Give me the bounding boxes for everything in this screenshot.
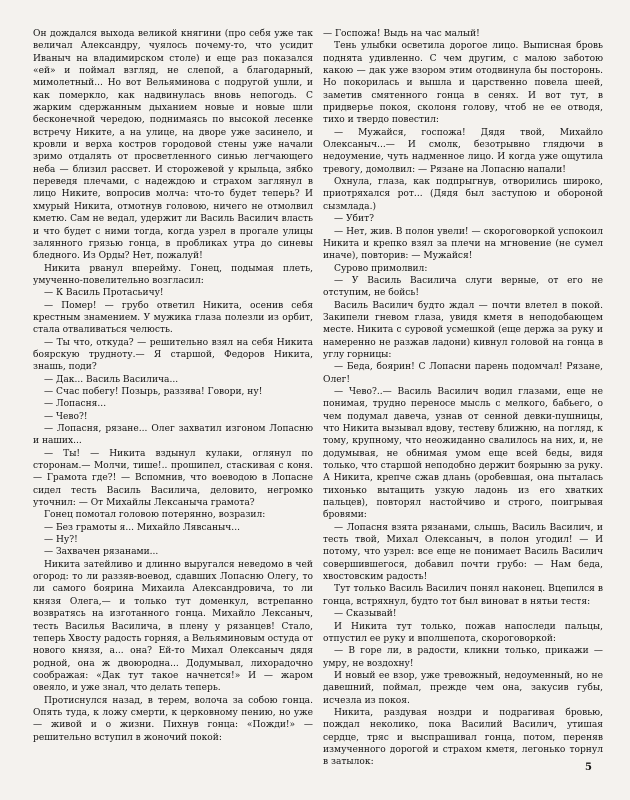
paragraph: Протиснулся назад, в терем, волоча за собою гонца. Опять туда, к ложу смерти, к церковному пению, но уже — живой и о жизни. Пихнув гонца: «Пожди!» — решительно вступил в жоночий покой: — [33, 695, 313, 743]
paragraph: Никита, раздувая ноздри и подрагивая бровью, пождал неколико, пока Василий Василич, утишая сердце, тряс и выспрашивал гонца, потом, переняв измученного дорогой и страхом кметя, легонько торнул в затылок: — [323, 707, 603, 768]
paragraph: — Убит? — [334, 214, 374, 225]
paragraph: Охнула, глаза, как подпрыгнув, отворились широко, приотряхался рот... (Дядя был заступою и обороной сызмлада.) — [323, 177, 603, 212]
paragraph: Василь Василич будто ждал — почти влетел в покой. Закипели гневом глаза, увидя кметя в неподобающем месте. Никита с суровой усмешкой (еще держа за руку и намеренно не разжав ладони) кивнул головой на гонца в углу горницы: — [323, 300, 603, 360]
paragraph: — Ты! — Никита вздынул кулаки, оглянул по сторонам.— Молчи, тише!.. прошипел, стаскивая с коня.— Грамота где?! — Вспомнив, что воеводою в Лопасне сидел тесть Василь Василича, деловито, негромко уточнил: — От Михайлы Лексаныча грамота? — [33, 448, 313, 509]
paragraph: Сурово примолвил: — [334, 263, 428, 274]
paragraph: Тень улыбки осветила дорогое лицо. Выписная бровь поднята удивленно. С чем другим, с малою заботою какою — дак уже взором этим отодвинула бы посторонь. Но покорилась и вышла и царственно повела шеей, заметив смятенного гонца в сенях. И вот тут, в придверье покоя, сколоня голову, чтоб не ее отводя, тихо и твердо повестил: — [323, 41, 603, 126]
paragraph: — Захвачен рязанами... — [44, 547, 159, 558]
paragraph: Гонец помотал головою потерянно, возразил: — [44, 510, 266, 521]
paragraph: — Лопасня... — [44, 399, 107, 410]
paragraph: — Лопасня, рязане... Олег захватил изгоном Лопасню и наших... — [33, 424, 313, 447]
paragraph: — У Василь Василича слуги верные, от его не отступим, не бойсь! — [323, 275, 603, 299]
paragraph: — Сказывай! — [334, 609, 397, 620]
paragraph: — Нет, жив. В полон увели! — скороговоркой успокоил Никита и крепко взял за плечи на мгновение (не сумел иначе), повторив: — Мужайся! — [323, 226, 603, 262]
paragraph: И новый ее взор, уже тревожный, недоуменный, но не давешний, поймал, прежде чем она, закусив губы, исчезла из покоя. — [323, 670, 603, 706]
paragraph: — Дак... Василь Василича... — [44, 374, 179, 385]
paragraph: — Без грамоты я... Михайло Лявсаныч... — [44, 522, 240, 533]
left-text-column — [33, 28, 313, 744]
paragraph: — Лопасня взята рязанами, слышь, Василь Василич, и тесть твой, Михал Олексаныч, в полон угодил! — И потому, что узрел: все еще не понимает Василь Василич совершившегося, добавил почти грубо: — Нам беда, хвостовским радость! — [323, 522, 603, 583]
paragraph: — Счас побегу! Позырь, раззява! Говори, ну! — [44, 386, 263, 397]
paragraph: — Чево?! — [44, 411, 88, 422]
right-text-column — [323, 28, 603, 769]
paragraph: — Ну?! — [44, 535, 78, 546]
paragraph: Он дождался выхода великой княгини (про себя уже так величал Александру, чуялось почему-то, что усидит Иваныч на владимирском столе) и еще раз показался «ей» и поймал взгляд, не слепой, а благодарный, мимолетный... Но вот Вельяминова с подругой ушли, и как померкло, как надвинулась вновь непогодь. С жарким сдержанным дыханием новые и новые шли бесконечной чередою, поднимаясь по высокой лесенке встречу Никите, а на улице, на дворе уже засинело, и кровли и верха костров городовой стены уже начали зримо отдалять от просветленного синью легчающего неба — близил рассвет. И сторожевой у крыльца, зябко переведя плечами, с надеждою и страхом заглянул в лицо Никите, вопросив молча: что-то будет теперь? И хмурый Никита, отмотнув головою, ничего не отмолвил кметю. Сам не ведал, удержит ли Василь Василич власть и что будет с ними тогда, когда узрел в прогале улицы залянного грязью гонца, в пробликах утра до синевы бледного. Из Орды? Нет, пожалуй! — [33, 29, 313, 262]
paragraph: И Никита тут только, пожав напоследи пальцы, отпустил ее руку и вполшепота, скороговоркой: — [323, 621, 603, 644]
paragraph: Никита затейливо и длинно выругался неведомо в чей огород: то ли раззяв-воевод, сдавших Лопасню Олегу, то ли самого боярина Михаила Александровича, то ли князя Олега,— и только тут доменкул, встрепанно возвратясь на изготанного гонца. Михайло Лексаныч, тесть Василья Василича, в плену у рязанцев! Стало, теперь Хвосту радость горняя, а Вельяминовым остуда от нового князя, а... она? Ей-то Михал Олексаныч дядя родной, она ж двоюродна... Додумывал, лихорадочно соображая: «Дак тут такое начнется!» И — жаром овеяло, и уже знал, что делать теперь. — [33, 559, 313, 694]
paragraph: Тут только Василь Василич понял наконец. Вцепился в гонца, встряхнул, будто тот был виноват в нятьи тестя: — [323, 584, 603, 607]
paragraph: — К Василь Протасьичу! — [44, 288, 164, 299]
paragraph: — Чево?..— Василь Василич водил глазами, еще не понимая, трудно переносе мысль с мелкого, бабьего, о чем подумал давеча, узнав от сенной девки-пушницы, что Никита вызывал вдову, тестеву ближню, на погляд, к тому, крупному, что неожиданно свалилось на них, и, не додумывая, не обнимая умом еще всей беды, видя только, что старшой неподобно держит боярыню за руку. А Никита, крепче сжав длань (оробевшая, она пыталась тихонько вытащить узкую ладонь из его хватких пальцев), повторял настойчиво и строго, поигрывая бровями: — [323, 386, 603, 521]
paragraph: — Госпожа! Выдь на час малый! — [323, 29, 480, 39]
paragraph: — В горе ли, в радости, кликни только, прикажи — умру, не воздохну! — [323, 646, 603, 669]
paragraph: — Ты что, откуда? — решительно взял на себя Никита боярскую трудноту.— Я старшой, Федоров Никита, знашь, поди? — [33, 337, 313, 373]
paragraph: — Беда, боярин! С Лопасни парень подомчал! Рязане, Олег! — [323, 362, 603, 385]
paragraph: Никита рванул вперейму. Гонец, подымая плеть, умученно-повелительно возгласил: — [33, 263, 313, 286]
page-number: 5 — [585, 762, 592, 773]
paragraph: — Помер! — грубо ответил Никита, осенив себя крестным знамением. У мужика глаза полезли из орбит, стала отваливаться челюсть. — [33, 300, 313, 336]
paragraph: — Мужайся, госпожа! Дядя твой, Михайло Олексаныч...— И смолк, безотрывно глядючи в недоумение, чуть надменное лицо. И когда уже ощутила тревогу, домолвил: — Рязане на Лопасню напали! — [323, 127, 603, 175]
